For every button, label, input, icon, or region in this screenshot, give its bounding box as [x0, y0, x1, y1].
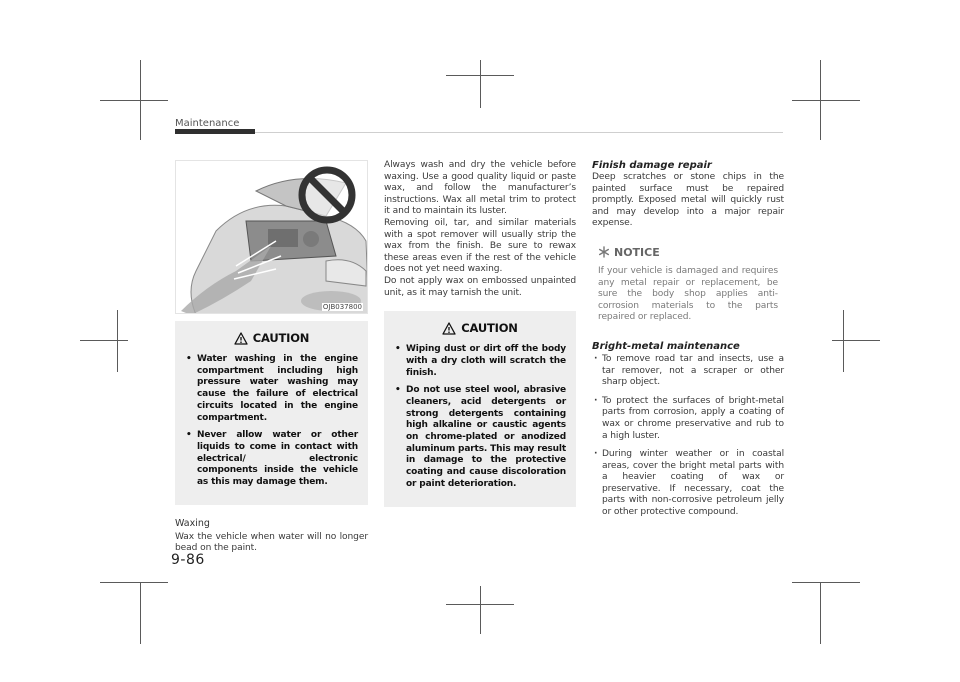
caution-list: [185, 354, 358, 489]
caution-title: CAUTION: [252, 331, 310, 345]
crop-mark: [80, 340, 128, 341]
crop-mark: [820, 60, 821, 140]
crop-mark: [792, 100, 860, 101]
list-item: · To protect the surfaces of bright-metal parts from corrosion, apply a coating of wax or chrome preservative and rub to a high luster.: [592, 396, 784, 442]
crop-mark: [100, 100, 168, 101]
crop-mark: [140, 582, 141, 644]
caution-item: • Never allow water or other liquids to come in contact with electrical/ electronic components inside the vehicle as this may damage them.: [185, 430, 358, 489]
caution-title: CAUTION: [461, 321, 518, 336]
caution-header: [394, 321, 566, 335]
bright-metal-list: [592, 354, 784, 519]
crop-mark: [820, 582, 821, 644]
notice-asterisk-icon: [598, 246, 610, 258]
notice-title: NOTICE: [614, 245, 660, 259]
caution-header: [185, 331, 358, 345]
wax-intro-text: Always wash and dry the vehicle before waxing. Use a good quality liquid or paste wax, and follow the manufacturer’s instructions. Wax all metal trim to protect it and to maintain its luster.: [384, 160, 576, 217]
warning-triangle-icon: [234, 332, 248, 345]
engine-wash-figure: [175, 160, 368, 314]
crop-mark: [843, 310, 844, 372]
header-rule: [255, 132, 783, 133]
waxing-heading: Waxing: [175, 517, 210, 529]
crop-mark: [480, 60, 481, 108]
page-number: 9-86: [171, 552, 205, 568]
middle-column: [384, 160, 576, 507]
caution-box-engine: [175, 321, 368, 505]
finish-damage-heading: Finish damage repair: [592, 160, 712, 171]
list-item: · During winter weather or in coastal areas, cover the bright metal parts with a heavier coating of wax or preservative. If necessary, coat the parts with non-corrosive petroleum jelly or other protective compound.: [592, 449, 784, 519]
wax-embossed-text: Do not apply wax on embossed unpainted unit, as it may tarnish the unit.: [384, 275, 576, 298]
crop-mark: [117, 310, 118, 372]
caution-item: • Water washing in the engine compartment including high pressure water washing may cause the failure of electrical circuits located in the engine compartment.: [185, 354, 358, 424]
notice-text: If your vehicle is damaged and requires any metal repair or replacement, be sure the body shop applies anti-corrosion materials to the parts repaired or replaced.: [598, 265, 778, 323]
figure-code: OJB037800: [322, 303, 362, 311]
crop-mark: [480, 586, 481, 634]
notice-header: [598, 246, 784, 259]
caution-list: [394, 344, 566, 490]
bright-metal-heading: Bright-metal maintenance: [592, 340, 740, 352]
right-column: [592, 160, 784, 526]
warning-triangle-icon: [442, 322, 456, 335]
crop-mark: [140, 60, 141, 140]
waxing-text: Wax the vehicle when water will no longer bead on the paint.: [175, 531, 368, 554]
section-header: Maintenance: [175, 118, 240, 129]
finish-damage-text: Deep scratches or stone chips in the painted surface must be repaired promptly. Exposed metal will quickly rust and may develop into a major repair expense.: [592, 172, 784, 229]
crop-mark: [100, 582, 168, 583]
crop-mark: [832, 340, 880, 341]
header-accent-bar: [175, 129, 255, 134]
crop-mark: [792, 582, 860, 583]
list-item: · To remove road tar and insects, use a tar remover, not a scraper or other sharp object.: [592, 354, 784, 389]
left-column: [175, 160, 368, 555]
wax-removal-text: Removing oil, tar, and similar materials with a spot remover will usually strip the wax from the finish. Be sure to rewax these areas even if the rest of the vehicle does not yet need waxing.: [384, 217, 576, 275]
caution-item: • Do not use steel wool, abrasive cleaners, acid detergents or strong detergents containing high alkaline or caustic agents on chrome-plated or anodized aluminum parts. This may result in damage to the protective coating and cause discoloration or paint deterioration.: [394, 385, 566, 490]
caution-box-cleaning: [384, 311, 576, 506]
caution-item: • Wiping dust or dirt off the body with a dry cloth will scratch the finish.: [394, 344, 566, 379]
prohibition-icon: [297, 165, 357, 225]
